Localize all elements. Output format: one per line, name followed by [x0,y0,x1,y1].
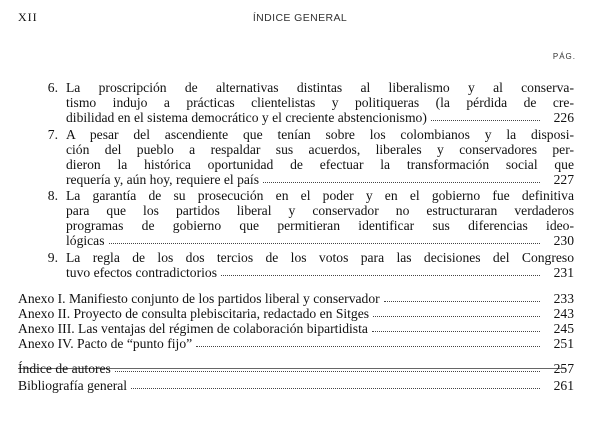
toc-entry-9 [18,250,574,280]
entry-line: dieron la histórica oportunidad de efectuar la transformación social que [66,157,574,172]
toc-annex-3 [18,321,574,336]
entry-line: A pesar del ascendiente que tenían sobre los colombianos y la disposi- [66,127,574,142]
annex-title: Anexo III. Las ventajas del régimen de colaboración bipartidista [18,321,368,336]
entry-line: requería y, aún hoy, requiere el país [66,172,259,187]
entry-page: 226 [553,110,574,125]
entry-number: 7. [47,127,58,142]
page-column-label: PÁG. [552,52,576,61]
back-matter-page: 257 [553,361,574,376]
leader-dots [373,306,540,317]
annex-page: 233 [553,291,574,306]
entry-line: tismo indujo a prácticas clientelistas y politiqueras (la pérdida de cre- [66,95,574,110]
entry-line: La proscripción de alternativas distintas al liberalismo y al conserva- [66,80,574,95]
annex-title: Anexo II. Proyecto de consulta plebiscitaria, redactado en Sitges [18,306,370,321]
leader-dots [131,378,540,389]
entry-page: 230 [553,233,574,248]
entry-number: 9. [47,250,58,265]
entry-line: dibilidad en el sistema democrático y el creciente abstencionismo) [66,110,427,125]
leader-dots [384,291,540,302]
toc-entry-6 [18,80,574,125]
toc-bibliography [18,378,574,393]
entry-page: 231 [553,265,574,280]
annex-page: 243 [553,306,574,321]
back-matter-page: 261 [553,378,574,393]
toc-entry-7 [18,127,574,187]
leader-dots [372,321,540,332]
toc-annex-2 [18,306,574,321]
entry-line: La regla de los dos tercios de los votos para las decisiones del Congreso [66,250,574,265]
entry-line: La garantía de su prosecución en el poder y en el gobierno fue definitiva [66,188,574,203]
entry-line: para que los partidos liberal y conservador no estructuraran verdaderos [66,203,574,218]
entry-page: 227 [553,172,574,187]
back-matter-title: Bibliografía general [18,378,128,393]
toc-annex-4 [18,336,574,351]
leader-dots [431,110,540,121]
back-matter-title: Índice de autores [18,361,111,376]
annex-page: 245 [553,321,574,336]
leader-dots [221,265,540,276]
toc-annex-1 [18,291,574,306]
entry-number: 6. [47,80,58,95]
annex-title: Anexo I. Manifiesto conjunto de los partidos liberal y conservador [18,291,380,306]
entry-line: lógicas [66,233,105,248]
leader-dots [196,336,540,347]
annex-title: Anexo IV. Pacto de “punto fijo” [18,336,193,351]
annex-page: 251 [553,336,574,351]
entry-line: tuvo efectos contradictorios [66,265,217,280]
entry-line: ción del pueblo a respaldar sus acuerdos, liberales y conservadores per- [66,142,574,157]
toc-author-index [18,361,574,376]
entry-number: 8. [47,188,58,203]
toc-entry-8 [18,188,574,248]
entry-line: programas de gobierno que permitieran identificar sus diferencias ideo- [66,218,574,233]
leader-dots [263,172,540,183]
leader-dots [109,233,540,244]
leader-dots [115,361,540,372]
page-number: XII [18,10,38,24]
running-header-title: ÍNDICE GENERAL [252,12,348,24]
